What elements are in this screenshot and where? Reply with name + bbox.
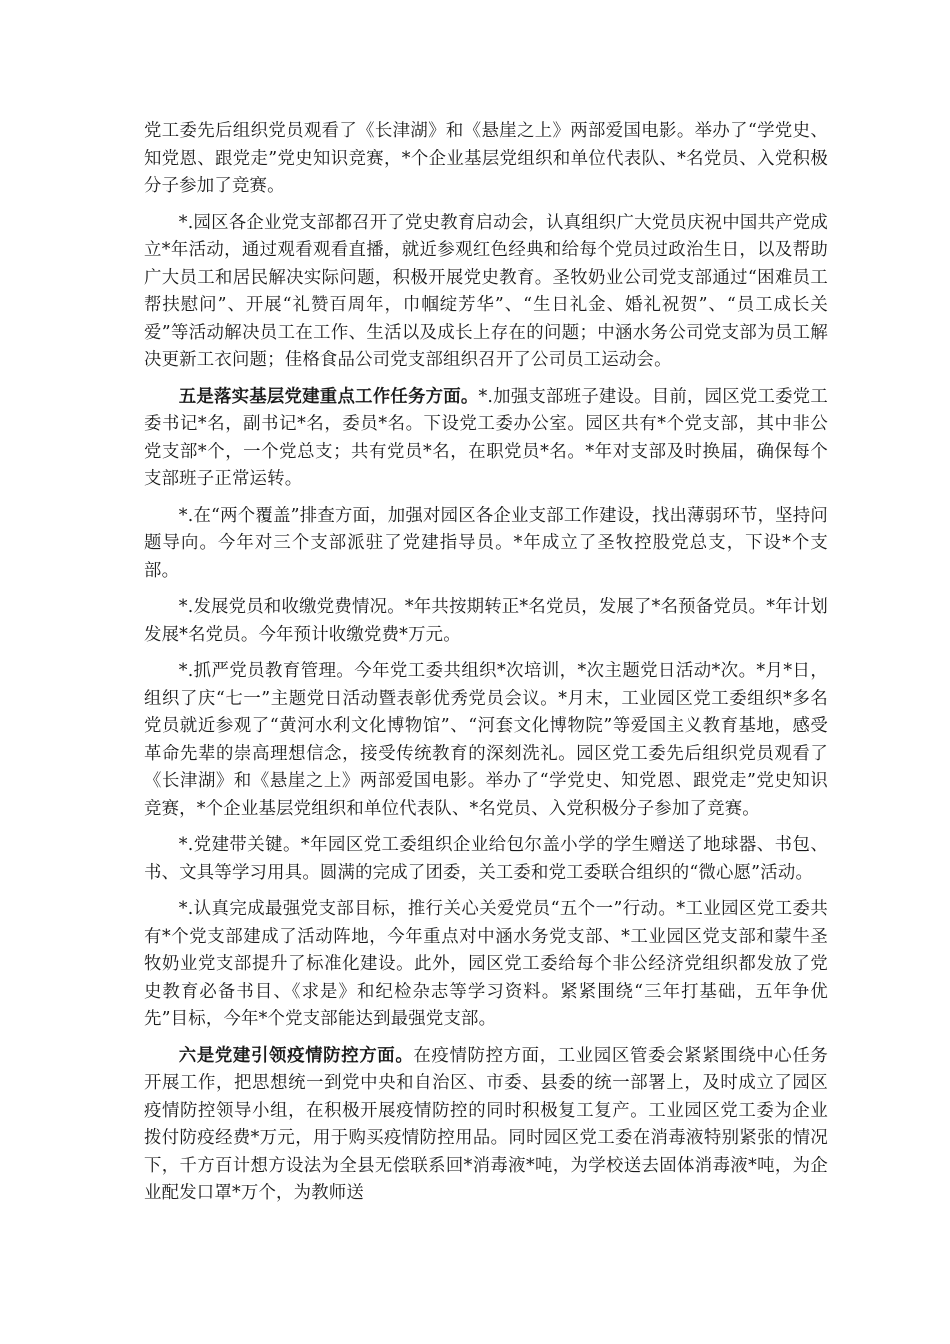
paragraph-item bbox=[144, 896, 828, 1034]
paragraph-continuation bbox=[144, 118, 828, 201]
paragraph-text: 在疫情防控方面，工业园区管委会紧紧围绕中心任务开展工作，把思想统一到党中央和自治区、市委、县委的统一部署上，及时成立了园区疫情防控领导小组，在积极开展疫情防控的同时积极复工复产。工业园区党工委为企业拨付防疫经费*万元，用于购买疫情防控用品。同时园区党工委在消毒液特别紧张的情况下，千方百计想方设法为全县无偿联系回*消毒液*吨，为学校送去固体消毒液*吨，为企业配发口罩*万个，为教师送 bbox=[144, 1045, 828, 1203]
document-body bbox=[144, 118, 828, 1217]
paragraph-text: 党工委先后组织党员观看了《长津湖》和《悬崖之上》两部爱国电影。举办了“学党史、知党恩、跟党走”党史知识竞赛，*个企业基层党组织和单位代表队、*名党员、入党积极分子参加了竞赛。 bbox=[144, 121, 828, 196]
section-heading: 六是党建引领疫情防控方面。 bbox=[178, 1045, 414, 1066]
paragraph-item bbox=[144, 832, 828, 887]
paragraph-item bbox=[144, 658, 828, 823]
paragraph-text: *.抓严党员教育管理。今年党工委共组织*次培训，*次主题党日活动*次。*月*日，组织了庆“七一”主题党日活动暨表彰优秀党员会议。*月末，工业园区党工委组织*多名党员就近参观了“黄河水利文化博物馆”、“河套文化博物院”等爱国主义教育基地，感受革命先辈的崇高理想信念，接受传统教育的深刻洗礼。园区党工委先后组织党员观看了《长津湖》和《悬崖之上》两部爱国电影。举办了“学党史、知党恩、跟党走”党史知识竞赛，*个企业基层党组织和单位代表队、*名党员、入党积极分子参加了竞赛。 bbox=[144, 661, 828, 819]
paragraph-text: *.园区各企业党支部都召开了党史教育启动会，认真组织广大党员庆祝中国共产党成立*年活动，通过观看观看直播，就近参观红色经典和给每个党员过政治生日，以及帮助广大员工和居民解决实际问题，积极开展党史教育。圣牧奶业公司党支部通过“困难员工帮扶慰问”、开展“礼赞百周年，巾帼绽芳华”、“生日礼金、婚礼祝贺”、“员工成长关爱”等活动解决员工在工作、生活以及成长上存在的问题；中涵水务公司党支部为员工解决更新工衣问题；佳格食品公司党支部组织召开了公司员工运动会。 bbox=[144, 212, 828, 370]
paragraph-item bbox=[144, 594, 828, 649]
paragraph-text: *.党建带关键。*年园区党工委组织企业给包尔盖小学的学生赠送了地球器、书包、书、文具等学习用具。圆满的完成了团委，关工委和党工委联合组织的“微心愿”活动。 bbox=[144, 835, 828, 883]
paragraph-item bbox=[144, 503, 828, 586]
paragraph-text: *.发展党员和收缴党费情况。*年共按期转正*名党员，发展了*名预备党员。*年计划发展*名党员。今年预计收缴党费*万元。 bbox=[144, 597, 828, 645]
paragraph-item bbox=[144, 210, 828, 375]
paragraph-text: *.在“两个覆盖”排查方面，加强对园区各企业支部工作建设，找出薄弱环节，坚持问题导向。今年对三个支部派驻了党建指导员。*年成立了圣牧控股党总支，下设*个支部。 bbox=[144, 505, 828, 581]
paragraph-section-five bbox=[144, 384, 828, 494]
paragraph-text: *.加强支部班子建设。目前，园区党工委党工委书记*名，副书记*名，委员*名。下设党工委办公室。园区共有*个党支部，其中非公党支部*个，一个党总支；共有党员*名，在职党员*名。*年对支部及时换届，确保每个支部班子正常运转。 bbox=[144, 386, 828, 489]
paragraph-text: *.认真完成最强党支部目标，推行关心关爱党员“五个一”行动。*工业园区党工委共有*个党支部建成了活动阵地，今年重点对中涵水务党支部、*工业园区党支部和蒙牛圣牧奶业党支部提升了标准化建设。此外，园区党工委给每个非公经济党组织都发放了党史教育必备书目、《求是》和纪检杂志等学习资料。紧紧围绕“三年打基础，五年争优先”目标，今年*个党支部能达到最强党支部。 bbox=[144, 899, 828, 1029]
paragraph-section-six bbox=[144, 1043, 828, 1208]
section-heading: 五是落实基层党建重点工作任务方面。 bbox=[178, 386, 479, 407]
